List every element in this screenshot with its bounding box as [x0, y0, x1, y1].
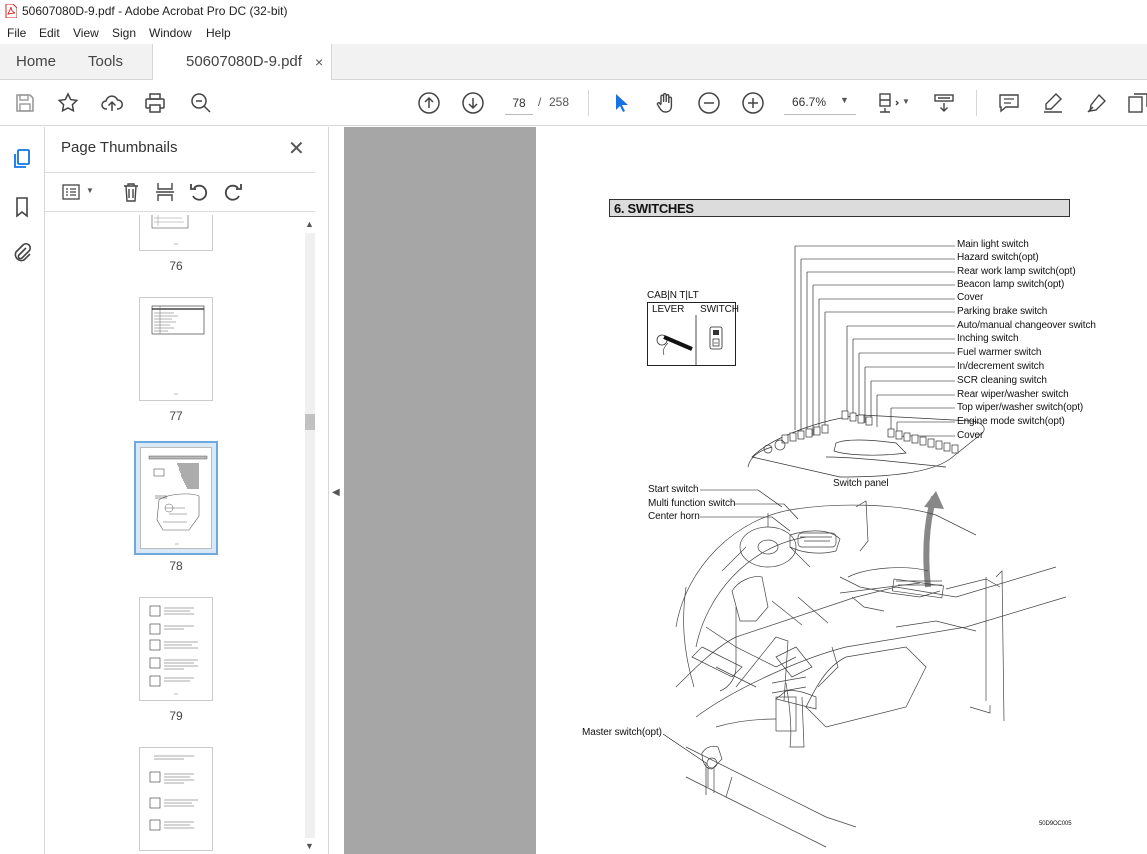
sign-pen-icon[interactable]	[1085, 91, 1109, 115]
thumbnail-preview	[140, 298, 212, 400]
rotate-clockwise-icon[interactable]	[222, 181, 244, 203]
zoom-out-icon[interactable]	[697, 91, 721, 115]
label-parking-brake-switch: Parking brake switch	[957, 306, 1048, 317]
attachments-icon[interactable]	[10, 241, 34, 265]
label-top-wiper-washer-switch: Top wiper/washer switch(opt)	[957, 402, 1084, 413]
cabin-tilt-title: CAB|N T|LT	[647, 290, 699, 301]
toolbar	[0, 80, 1147, 126]
close-panel-icon[interactable]: ✕	[288, 138, 305, 160]
zoom-value: 66.7%	[792, 95, 827, 109]
menu-file[interactable]: File	[7, 26, 27, 40]
cabin-lever-label: LEVER	[652, 304, 685, 315]
label-rear-wiper-washer-switch: Rear wiper/washer switch	[957, 389, 1069, 400]
zoom-select[interactable]	[784, 91, 856, 115]
split-page-icon[interactable]	[154, 181, 176, 203]
page-separator: /	[538, 95, 542, 109]
label-cover: Cover	[957, 292, 984, 303]
window-title: 50607080D-9.pdf - Adobe Acrobat Pro DC (32-bit)	[22, 4, 288, 18]
thumbnail-page-selected[interactable]	[134, 441, 218, 555]
delete-page-icon[interactable]	[120, 181, 142, 203]
export-icon[interactable]	[1126, 91, 1147, 115]
label-main-light-switch: Main light switch	[957, 239, 1029, 250]
fit-page-icon[interactable]	[876, 91, 900, 115]
tab-tools[interactable]: Tools	[88, 53, 124, 70]
thumbnail-preview	[140, 748, 212, 850]
label-master-switch: Master switch(opt)	[582, 727, 662, 738]
scroll-down-icon[interactable]: ▼	[305, 841, 314, 851]
thumbnail-options-icon[interactable]	[61, 181, 83, 203]
page-thumbnails-icon[interactable]	[10, 147, 34, 171]
panel-collapse-strip[interactable]	[328, 127, 344, 854]
select-cursor-icon[interactable]	[609, 91, 633, 115]
page-number-input[interactable]	[505, 91, 533, 115]
label-scr-cleaning-switch: SCR cleaning switch	[957, 375, 1047, 386]
label-hazard-switch: Hazard switch(opt)	[957, 252, 1039, 263]
label-inching-switch: Inching switch	[957, 333, 1019, 344]
rotate-counterclockwise-icon[interactable]	[188, 181, 210, 203]
menu-view[interactable]: View	[73, 26, 99, 40]
thumbnail-page[interactable]	[139, 297, 213, 401]
tab-home[interactable]: Home	[16, 53, 57, 70]
hand-tool-icon[interactable]	[653, 91, 677, 115]
menu-sign[interactable]: Sign	[112, 26, 137, 40]
thumbnail-preview	[141, 448, 212, 549]
tab-bar	[0, 44, 1147, 80]
label-rear-work-lamp-switch: Rear work lamp switch(opt)	[957, 266, 1076, 277]
menu-edit[interactable]: Edit	[39, 26, 60, 40]
document-viewer[interactable]	[344, 127, 1147, 854]
total-pages: 258	[549, 95, 570, 109]
collapse-arrow-icon[interactable]: ◀	[332, 487, 340, 498]
bookmark-star-icon[interactable]	[56, 91, 80, 115]
scroll-mode-icon[interactable]	[932, 91, 956, 115]
label-start-switch: Start switch	[648, 484, 699, 495]
comment-icon[interactable]	[997, 91, 1021, 115]
acrobat-logo-icon	[5, 4, 17, 18]
panel-title: Page Thumbnails	[61, 139, 178, 156]
label-switch-panel: Switch panel	[833, 478, 889, 489]
menu-help[interactable]: Help	[206, 26, 231, 40]
thumbnail-preview	[140, 215, 212, 250]
scroll-up-icon[interactable]: ▲	[305, 219, 314, 229]
figure-code: 50D9OC005	[1039, 821, 1072, 827]
scroll-track[interactable]	[305, 233, 315, 838]
label-multi-function-switch: Multi function switch	[648, 498, 736, 509]
section-heading: 6. SWITCHES	[614, 201, 694, 216]
pdf-page	[536, 127, 1147, 854]
thumbnail-page-number: 76	[169, 259, 183, 273]
thumbnail-page[interactable]	[139, 747, 213, 851]
thumbnail-list	[45, 215, 303, 854]
cabin-switch-label: SWITCH	[700, 304, 739, 315]
scroll-thumb[interactable]	[305, 414, 315, 430]
switches-illustration	[536, 127, 1147, 854]
menu-bar	[0, 22, 1147, 44]
label-center-horn: Center horn	[648, 511, 700, 522]
label-cover-2: Cover	[957, 430, 984, 441]
highlight-pen-icon[interactable]	[1041, 91, 1065, 115]
toolbar-divider	[588, 90, 589, 116]
label-fuel-warmer-switch: Fuel warmer switch	[957, 347, 1042, 358]
tab-close-icon[interactable]: ×	[315, 54, 324, 70]
chevron-down-icon[interactable]: ▼	[902, 97, 910, 106]
title-bar	[0, 0, 1147, 22]
tab-document[interactable]	[152, 44, 332, 81]
label-in-decrement-switch: In/decrement switch	[957, 361, 1045, 372]
tab-document-label: 50607080D-9.pdf	[186, 53, 302, 70]
next-page-icon[interactable]	[461, 91, 485, 115]
thumbnail-scrollbar[interactable]	[303, 219, 317, 854]
bookmarks-icon[interactable]	[10, 195, 34, 219]
find-zoom-icon[interactable]	[189, 91, 213, 115]
thumbnail-toolbar	[45, 172, 315, 212]
toolbar-divider	[976, 90, 977, 116]
upload-cloud-icon[interactable]	[100, 91, 124, 115]
thumbnails-panel	[45, 127, 328, 854]
label-beacon-lamp-switch: Beacon lamp switch(opt)	[957, 279, 1065, 290]
thumbnail-page[interactable]	[139, 597, 213, 701]
thumbnail-page-number: 78	[169, 559, 183, 573]
print-icon[interactable]	[143, 91, 167, 115]
save-icon[interactable]	[13, 91, 37, 115]
thumbnail-preview	[140, 598, 212, 700]
thumbnail-page[interactable]	[139, 215, 213, 251]
thumbnail-page-number: 77	[169, 409, 183, 423]
previous-page-icon[interactable]	[417, 91, 441, 115]
chevron-down-icon[interactable]: ▼	[86, 186, 94, 195]
thumbnail-page-number: 79	[169, 709, 183, 723]
label-engine-mode-switch: Engine mode switch(opt)	[957, 416, 1065, 427]
label-auto-manual-changeover-switch: Auto/manual changeover switch	[957, 320, 1096, 331]
menu-window[interactable]: Window	[149, 26, 192, 40]
navigation-rail	[0, 127, 45, 854]
zoom-in-icon[interactable]	[741, 91, 765, 115]
chevron-down-icon: ▼	[840, 95, 849, 105]
